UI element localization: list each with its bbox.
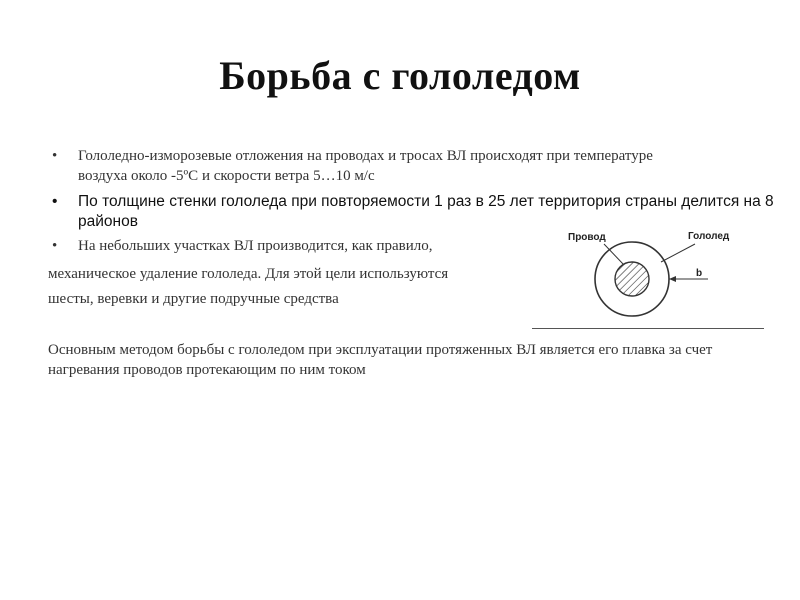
bullet-marker: • xyxy=(52,193,58,210)
divider-line xyxy=(532,328,764,329)
bullet-item xyxy=(48,146,698,186)
thickness-arrow-icon xyxy=(669,276,676,282)
continuation-line: шесты, веревки и другие подручные средства xyxy=(48,291,339,307)
ice-label: Гололед xyxy=(688,231,730,242)
bullet-text: На небольших участках ВЛ производится, как правило, xyxy=(78,238,433,254)
bullet-item xyxy=(48,236,548,256)
wire-core-circle xyxy=(615,262,649,296)
thickness-label: b xyxy=(696,268,703,279)
bullet-marker: • xyxy=(52,238,58,254)
bullet-text: Гололедно-изморозевые отложения на проводах и тросах ВЛ происходят при температуре воздуха около -5ºС и скорости ветра 5…10 м/с xyxy=(78,148,653,184)
slide-title: Борьба с гололедом xyxy=(219,53,581,98)
bullet-text: По толщине стенки гололеда при повторяемости 1 раз в 25 лет территория страны делится на 8 районов xyxy=(78,193,774,230)
summary-paragraph: Основным методом борьбы с гололедом при эксплуатации протяженных ВЛ является его плавка за счет нагревания проводов протекающим по ним током xyxy=(48,342,713,378)
continuation-line: механическое удаление гололеда. Для этой цели используются xyxy=(48,266,449,282)
ice-leader-line xyxy=(661,244,695,262)
wire-label: Провод xyxy=(568,232,606,243)
ice-wire-diagram xyxy=(560,222,770,334)
bullet-marker: • xyxy=(52,148,58,164)
